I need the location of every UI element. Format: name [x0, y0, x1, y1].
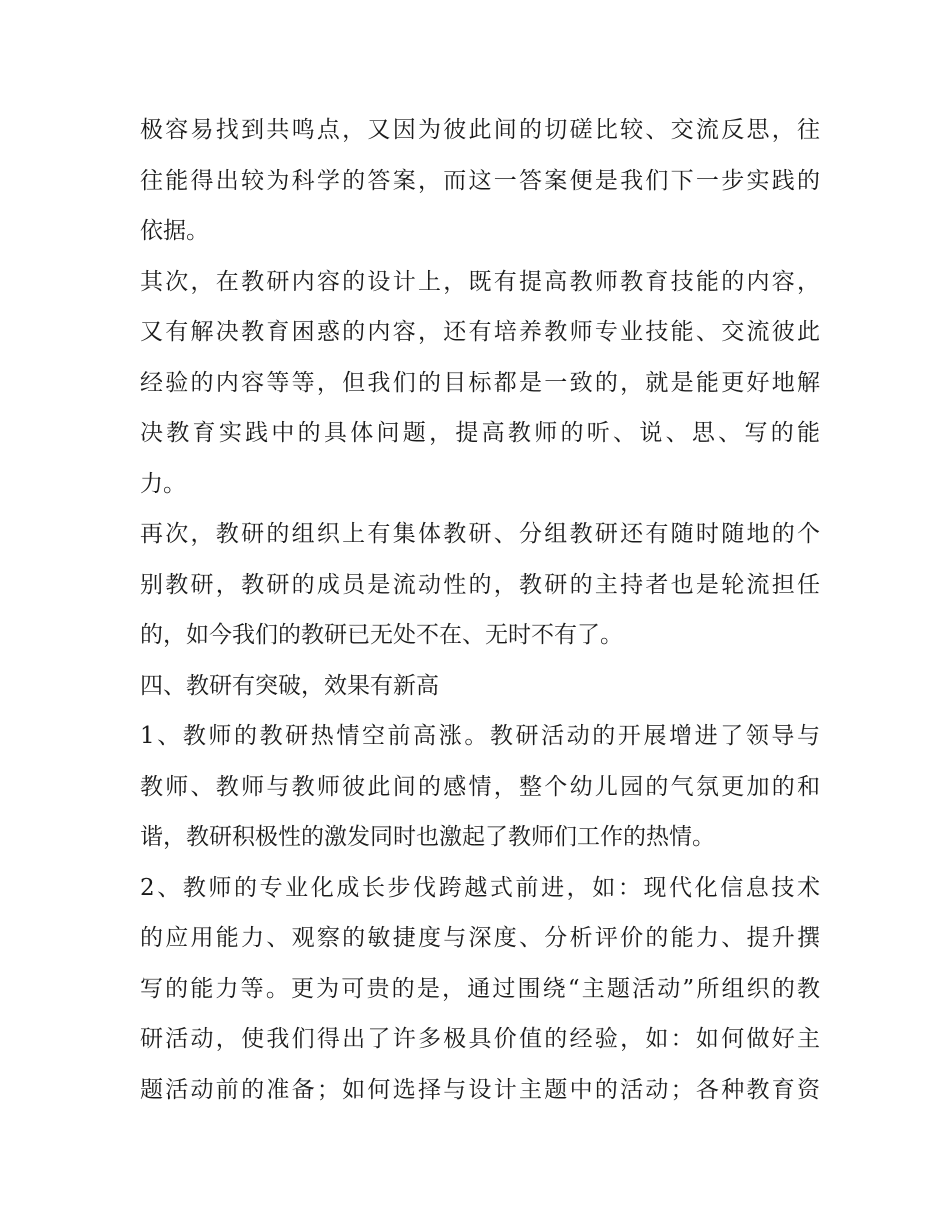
text-line: 的应用能力、观察的敏捷度与深度、分析评价的能力、提升撰 — [140, 925, 820, 951]
document-body — [140, 105, 820, 1115]
text-line: 题活动前的准备；如何选择与设计主题中的活动；各种教育资 — [140, 1076, 820, 1103]
text-line: 极容易找到共鸣点，又因为彼此间的切磋比较、交流反思，往 — [140, 117, 820, 143]
text-line: 依据。 — [140, 218, 209, 244]
text-line: 经验的内容等等，但我们的目标都是一致的，就是能更好地解 — [140, 369, 820, 396]
text-line: 其次，在教研内容的设计上，既有提高教师教育技能的内容， — [140, 268, 820, 295]
text-line: 别教研，教研的成员是流动性的，教研的主持者也是轮流担任 — [140, 571, 820, 598]
text-line: 写的能力等。更为可贵的是，通过围绕“主题活动”所组织的教 — [140, 975, 820, 1002]
text-line: 四、教研有突破，效果有新高 — [140, 672, 439, 699]
text-line: 力。 — [140, 470, 186, 497]
text-line: 的，如今我们的教研已无处不在、无时不有了。 — [140, 622, 623, 648]
text-line: 又有解决教育困惑的内容，还有培养教师专业技能、交流彼此 — [140, 319, 820, 345]
text-line: 研活动，使我们得出了许多极具价值的经验，如：如何做好主 — [140, 1026, 820, 1052]
text-line: 1、教师的教研热情空前高涨。教研活动的开展增进了领导与 — [140, 723, 820, 749]
text-line: 决教育实践中的具体问题，提高教师的听、说、思、写的能 — [140, 420, 820, 446]
text-line: 2、教师的专业化成长步伐跨越式前进，如：现代化信息技术 — [140, 874, 820, 901]
text-line: 谐，教研积极性的激发同时也激起了教师们工作的热情。 — [140, 824, 715, 850]
text-line: 往能得出较为科学的答案，而这一答案便是我们下一步实践的 — [140, 167, 820, 194]
text-line: 再次，教研的组织上有集体教研、分组教研还有随时随地的个 — [140, 521, 820, 547]
text-line: 教师、教师与教师彼此间的感情，整个幼儿园的气氛更加的和 — [140, 773, 820, 800]
